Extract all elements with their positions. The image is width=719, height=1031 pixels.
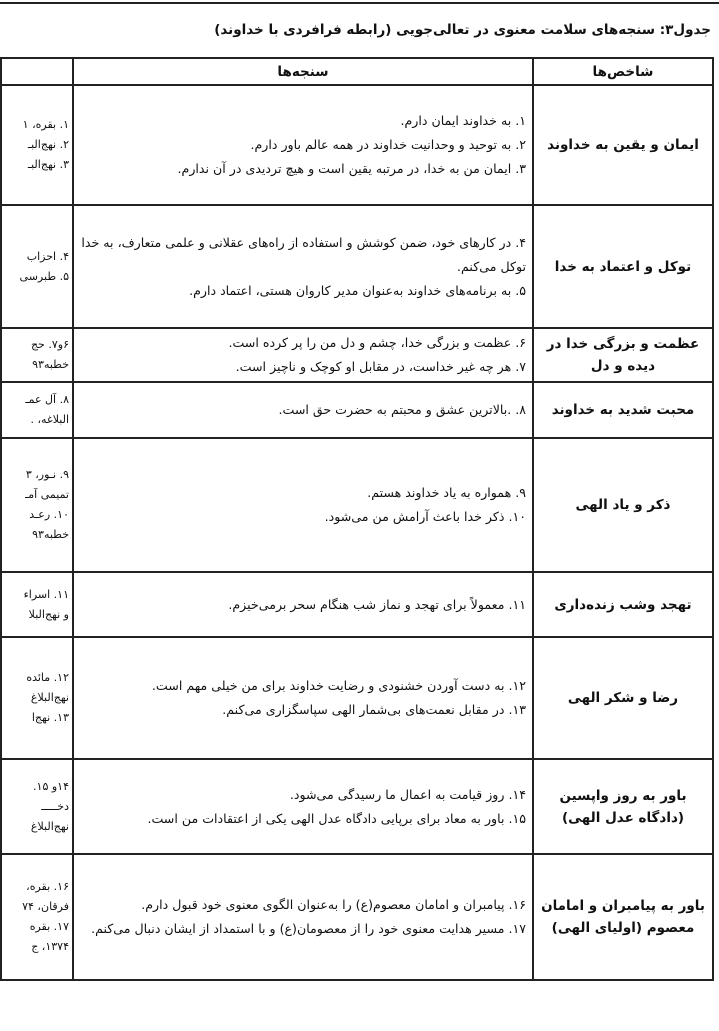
measure-item: ۶. عظمت و بزرگی خدا، چشم و دل من را پر کرده است. [228,335,526,350]
indicator-cell: باور به روز واپسین (دادگاه عدل الهی) [533,759,713,854]
measure-item: ۷. هر چه غیر خداست، در مقابل او کوچک و ناچیز است. [235,359,526,374]
measure-item: ۳. ایمان من به خدا، در مرتبه یقین است و هیچ تردیدی در آن ندارم. [177,161,526,176]
source-item: البلاغه، . [30,413,69,426]
source-item: ۱۷. بقره [29,920,69,933]
table-row [1,572,713,637]
table-row [1,637,713,759]
header-row [1,58,713,85]
source-item: ۱۱. اسراء [23,587,69,601]
source-item: ۱۶. بقره، [26,880,69,893]
table-row [1,382,713,438]
table-row [1,85,713,205]
measure-item: ۵. به برنامه‌های خداوند به‌عنوان مدیر کاروان هستی، اعتماد دارم. [189,282,526,298]
source-item: نهج‌البلاغ [30,691,69,704]
source-item: و نهج‌البلا [28,607,69,621]
table-row [1,438,713,572]
indicator-cell: رضا و شکر الهی [533,637,713,759]
table-caption: جدول۳: سنجه‌های سلامت معنوی در تعالی‌جویی (رابطه فرافردی با خداوند) [214,22,711,38]
source-item: ۲. نهج‌البـ [27,138,69,151]
indicator-cell: باور به پیامبران و امامان معصوم (اولیای الهی) [533,854,713,980]
source-item: ۹. نـور، ۳ [25,468,69,481]
measure-item: ۱۳. در مقابل نعمت‌های بی‌شمار الهی سپاسگزاری می‌کنم. [222,702,526,717]
header-indicators: شاخص‌ها [533,58,713,85]
sources-cell [1,572,73,637]
table-row [1,759,713,854]
table-row [1,854,713,980]
source-item: خطبه۹۳ [32,358,69,371]
indicator-cell: ذکر و یاد الهی [533,438,713,572]
sources-cell [1,854,73,980]
measures-cell [73,438,533,572]
source-item: ۵. طبرسی [19,269,69,283]
indicator-cell: محبت شدید به خداوند [533,382,713,438]
source-item: ۳. نهج‌البـ [27,158,69,171]
source-item: ۴. احزاب [26,249,69,263]
top-rule [0,2,719,4]
measure-item: ۸. .بالاترین عشق و محبتم به حضرت حق است. [278,402,526,417]
measure-item: ۱۷. مسیر هدایت معنوی خود را از معصومان(ع) و با استمداد از ایشان دنبال می‌کنم. [91,921,526,936]
source-item: ۱. بقره، ۱ [22,118,69,131]
indicator-cell: توکل و اعتماد به خدا [533,205,713,328]
measure-item: ۱۵. باور به معاد برای برپایی دادگاه عدل الهی یکی از اعتقادات من است. [147,810,526,826]
measure-item: ۱۴. روز قیامت به اعمال ما رسیدگی می‌شود. [289,786,526,802]
sources-cell [1,205,73,328]
source-item: دخـــــ [41,799,69,813]
measure-item: ۱۶. پیامبران و امامان معصوم(ع) را به‌عنوان الگوی معنوی خود قبول دارم. [141,897,526,912]
measure-item: ۱. به خداوند ایمان دارم. [400,113,526,128]
indicator-cell: ایمان و یقین به خداوند [533,85,713,205]
header-sources [1,58,73,85]
sources-cell [1,759,73,854]
spiritual-health-table [0,57,714,981]
source-item: خطبه۹۳ [32,528,69,541]
source-item: ۱۳۷۴، ج [31,940,69,953]
indicator-cell: عظمت و بزرگی خدا در دیده و دل [533,328,713,382]
source-item: تمیمی آمـ [25,488,69,501]
source-item: ۱۰. رعـد [29,508,69,521]
source-item: فرقان، ۷۴ [22,900,69,913]
indicator-cell: تهجد وشب زنده‌داری [533,572,713,637]
measures-cell [73,759,533,854]
measure-item: ۹. همواره به یاد خداوند هستم. [367,485,526,500]
source-item: ۶و۷. حج [30,338,69,351]
measure-item: ۱۱. معمولاً برای تهجد و نماز شب هنگام سحر برمی‌خیزم. [228,596,526,612]
sources-cell [1,637,73,759]
measure-item: ۱۲. به دست آوردن خشنودی و رضایت خداوند برای من خیلی مهم است. [151,678,526,693]
source-item: ۸. آل عمـ [25,393,69,406]
source-item: ۱۲. مائده [26,671,69,684]
table-row [1,328,713,382]
measures-cell [73,85,533,205]
sources-cell [1,438,73,572]
measures-cell [73,572,533,637]
measure-item: ۲. به توحید و وحدانیت خداوند در همه عالم باور دارم. [250,137,526,152]
header-measures: سنجه‌ها [73,58,533,85]
source-item: ۱۳. نهج‌ا [31,711,69,724]
measures-cell [73,382,533,438]
measures-cell [73,205,533,328]
measures-cell [73,637,533,759]
source-item: نهج‌البلاغ [30,819,69,833]
source-item: ۱۴و ۱۵. [33,779,69,793]
measures-cell [73,328,533,382]
measure-item: ۱۰. ذکر خدا باعث آرامش من می‌شود. [324,509,526,524]
table-row [1,205,713,328]
sources-cell [1,382,73,438]
sources-cell [1,85,73,205]
sources-cell [1,328,73,382]
measure-item: ۴. در کارهای خود، ضمن کوشش و استفاده از راه‌های عقلانی و علمی متعارف، به خدا توکل می‌کنم. [81,234,526,274]
measures-cell [73,854,533,980]
